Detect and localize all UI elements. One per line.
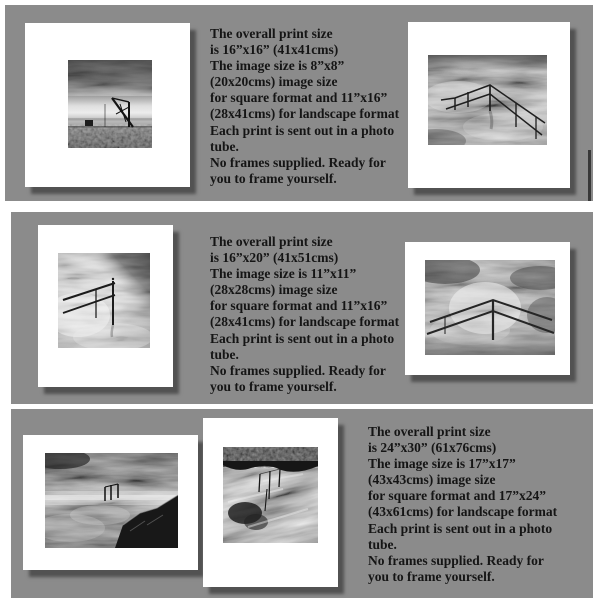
text-line: tube.: [210, 346, 239, 362]
text-line: you to frame yourself.: [210, 378, 337, 394]
text-line: you to frame yourself.: [368, 568, 495, 584]
text-line: No frames supplied. Ready for: [210, 154, 386, 170]
text-line: The image size is 8”x8”: [210, 58, 345, 74]
text-line: (28x41cms) for landscape format: [210, 314, 400, 330]
text-line: Each print is sent out in a photo: [210, 122, 395, 138]
stormy-sea-with-rocks-photo: [45, 453, 178, 548]
text-line: The overall print size: [368, 424, 491, 439]
text-line: Each print is sent out in a photo: [368, 520, 553, 536]
text-line: (20x20cms) image size: [210, 74, 338, 90]
text-line: The overall print size: [210, 234, 333, 249]
panel-16x16: [5, 5, 593, 201]
framed-print-square-8x8: [25, 23, 190, 187]
crane-on-beach-photo: [68, 60, 152, 148]
panel-24x30: [11, 409, 593, 598]
gate-railing-in-mist-photo: [58, 253, 150, 348]
panel-16x20: [11, 212, 593, 404]
text-line: for square format and 11”x16”: [210, 90, 388, 106]
framed-print-landscape-11x16-b: [405, 242, 570, 375]
text-line: Each print is sent out in a photo: [210, 330, 395, 346]
text-line: The image size is 11”x11”: [210, 266, 357, 282]
text-line: is 16”x20” (41x51cms): [210, 250, 339, 266]
framed-print-landscape-11x16: [408, 22, 570, 188]
framed-print-square-17x17: [203, 418, 338, 587]
framed-print-square-11x11: [38, 225, 173, 387]
text-line: for square format and 11”x16”: [210, 298, 388, 314]
framed-print-landscape-17x24: [23, 435, 198, 570]
text-line: No frames supplied. Ready for: [210, 362, 386, 378]
text-line: is 16”x16” (41x41cms): [210, 42, 339, 58]
text-line: for square format and 17”x24”: [368, 488, 546, 504]
text-line: (28x41cms) for landscape format: [210, 106, 400, 122]
corner-railing-in-surf-photo: [425, 260, 555, 355]
railing-in-swirling-sea-photo: [428, 55, 547, 145]
text-line: is 24”x30” (61x76cms): [368, 440, 497, 456]
rushing-water-posts-photo: [223, 447, 318, 543]
text-line: No frames supplied. Ready for: [368, 552, 544, 568]
text-line: (43x43cms) image size: [368, 472, 496, 488]
text-line: tube.: [368, 536, 397, 552]
text-line: tube.: [210, 138, 239, 154]
text-line: you to frame yourself.: [210, 170, 337, 186]
print-description-16x16: [210, 26, 399, 187]
text-line: The image size is 17”x17”: [368, 456, 516, 472]
text-line: (43x61cms) for landscape format: [368, 504, 558, 520]
text-line: (28x28cms) image size: [210, 282, 338, 298]
print-description-16x20: [210, 234, 399, 395]
text-line: The overall print size: [210, 26, 333, 41]
right-edge-artifact: [588, 150, 591, 201]
print-description-24x30: [368, 424, 557, 585]
